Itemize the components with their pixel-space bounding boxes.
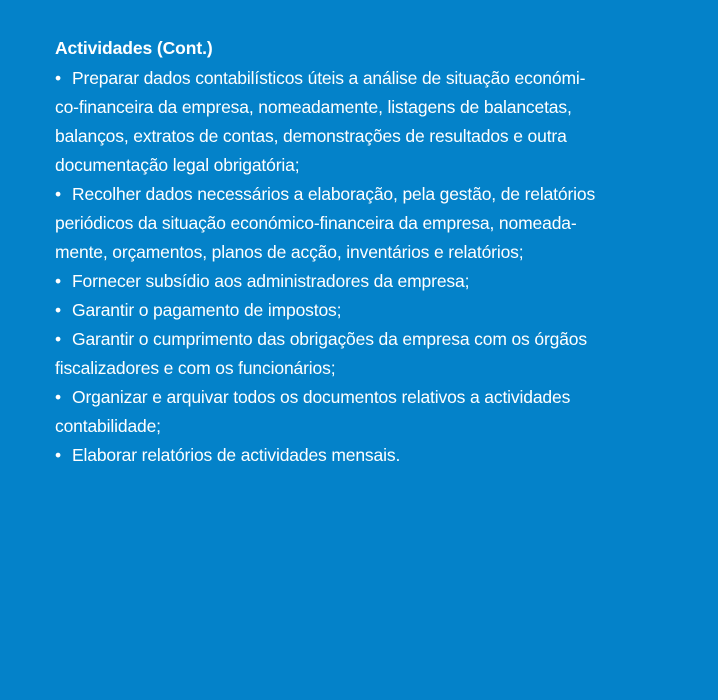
activities-list [55, 64, 678, 470]
list-line: co-financeira da empresa, nomeadamente, listagens de balancetas, [55, 97, 572, 117]
list-line-text: Preparar dados contabilísticos úteis a análise de situação económi- [72, 68, 586, 88]
list-line: fiscalizadores e com os funcionários; [55, 358, 336, 378]
list-line [55, 329, 587, 349]
bullet-icon: • [55, 445, 61, 465]
list-line-text: Garantir o pagamento de impostos; [72, 300, 342, 320]
list-line: contabilidade; [55, 416, 161, 436]
list-item [55, 325, 678, 383]
list-item [55, 383, 678, 441]
list-line: periódicos da situação económico-financeira da empresa, nomeada- [55, 213, 577, 233]
bullet-icon: • [55, 387, 61, 407]
list-item [55, 64, 678, 180]
list-item [55, 180, 678, 267]
list-line-text: Fornecer subsídio aos administradores da empresa; [72, 271, 470, 291]
list-line: balanços, extratos de contas, demonstrações de resultados e outra [55, 126, 567, 146]
list-line-text: Elaborar relatórios de actividades mensais. [72, 445, 401, 465]
list-item [55, 267, 678, 296]
list-line [55, 445, 400, 465]
bullet-icon: • [55, 68, 61, 88]
list-line [55, 387, 570, 407]
list-line [55, 300, 341, 320]
list-line: mente, orçamentos, planos de acção, inventários e relatórios; [55, 242, 524, 262]
list-line [55, 68, 585, 88]
list-line: documentação legal obrigatória; [55, 155, 300, 175]
bullet-icon: • [55, 300, 61, 320]
section-heading: Actividades (Cont.) [55, 38, 213, 58]
list-item [55, 441, 678, 470]
bullet-icon: • [55, 329, 61, 349]
list-item [55, 296, 678, 325]
list-line-text: Organizar e arquivar todos os documentos relativos a actividades [72, 387, 571, 407]
list-line-text: Recolher dados necessários a elaboração, pela gestão, de relatórios [72, 184, 596, 204]
bullet-icon: • [55, 271, 61, 291]
list-line [55, 184, 595, 204]
list-line-text: Garantir o cumprimento das obrigações da empresa com os órgãos [72, 329, 587, 349]
list-line [55, 271, 469, 291]
bullet-icon: • [55, 184, 61, 204]
